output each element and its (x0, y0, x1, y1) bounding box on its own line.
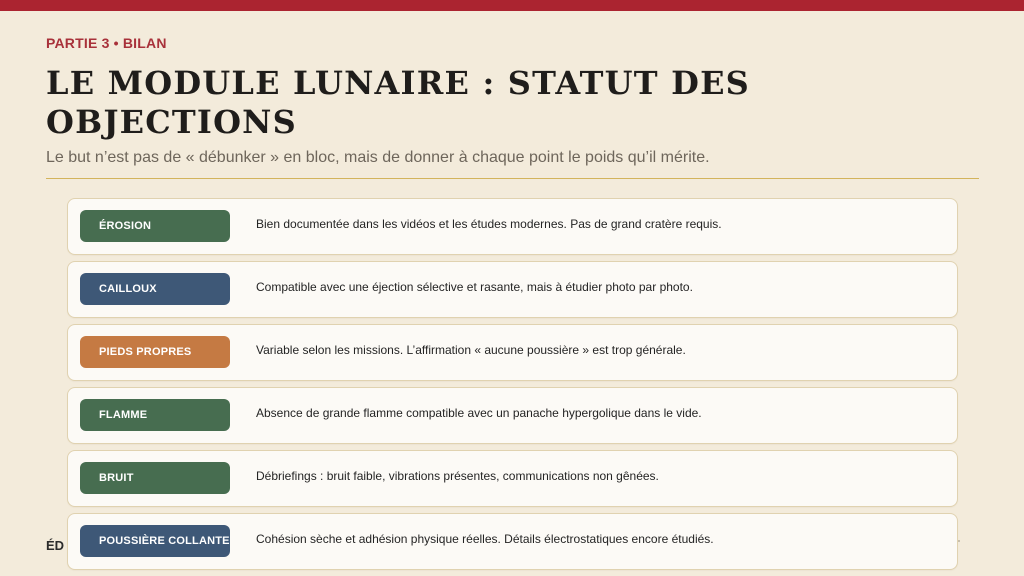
objection-description: Compatible avec une éjection sélective et rasante, mais à étudier photo par photo. (256, 280, 693, 294)
objection-card-flamme (67, 387, 958, 444)
slide-title: LE MODULE LUNAIRE : STATUT DES OBJECTIONS (46, 64, 750, 141)
objection-card-poussiere-collante (67, 513, 958, 570)
slide-subtitle: Le but n’est pas de « débunker » en bloc, mais de donner à chaque point le poids qu’il mérite. (46, 149, 710, 166)
objection-description: Absence de grande flamme compatible avec un panache hypergolique dans le vide. (256, 406, 702, 420)
objection-tag: PIEDS PROPRES (80, 336, 230, 368)
objection-tag: FLAMME (80, 399, 230, 431)
objection-description: Variable selon les missions. L’affirmation « aucune poussière » est trop générale. (256, 343, 686, 357)
objection-card-erosion (67, 198, 958, 255)
objection-description: Bien documentée dans les vidéos et les études modernes. Pas de grand cratère requis. (256, 217, 722, 231)
objection-description: Débriefings : bruit faible, vibrations présentes, communications non gênées. (256, 469, 659, 483)
footer-label: ÉD (46, 538, 65, 553)
objection-tag: CAILLOUX (80, 273, 230, 305)
objection-tag: ÉROSION (80, 210, 230, 242)
objection-tag: POUSSIÈRE COLLANTE (80, 525, 230, 557)
top-accent-bar (0, 0, 1024, 11)
objection-description: Cohésion sèche et adhésion physique réelles. Détails électrostatiques encore étudiés. (256, 532, 714, 546)
objection-card-bruit (67, 450, 958, 507)
title-divider (46, 178, 979, 179)
objection-card-pieds-propres (67, 324, 958, 381)
objection-tag: BRUIT (80, 462, 230, 494)
objection-card-cailloux (67, 261, 958, 318)
section-eyebrow: PARTIE 3 • BILAN (46, 35, 167, 51)
